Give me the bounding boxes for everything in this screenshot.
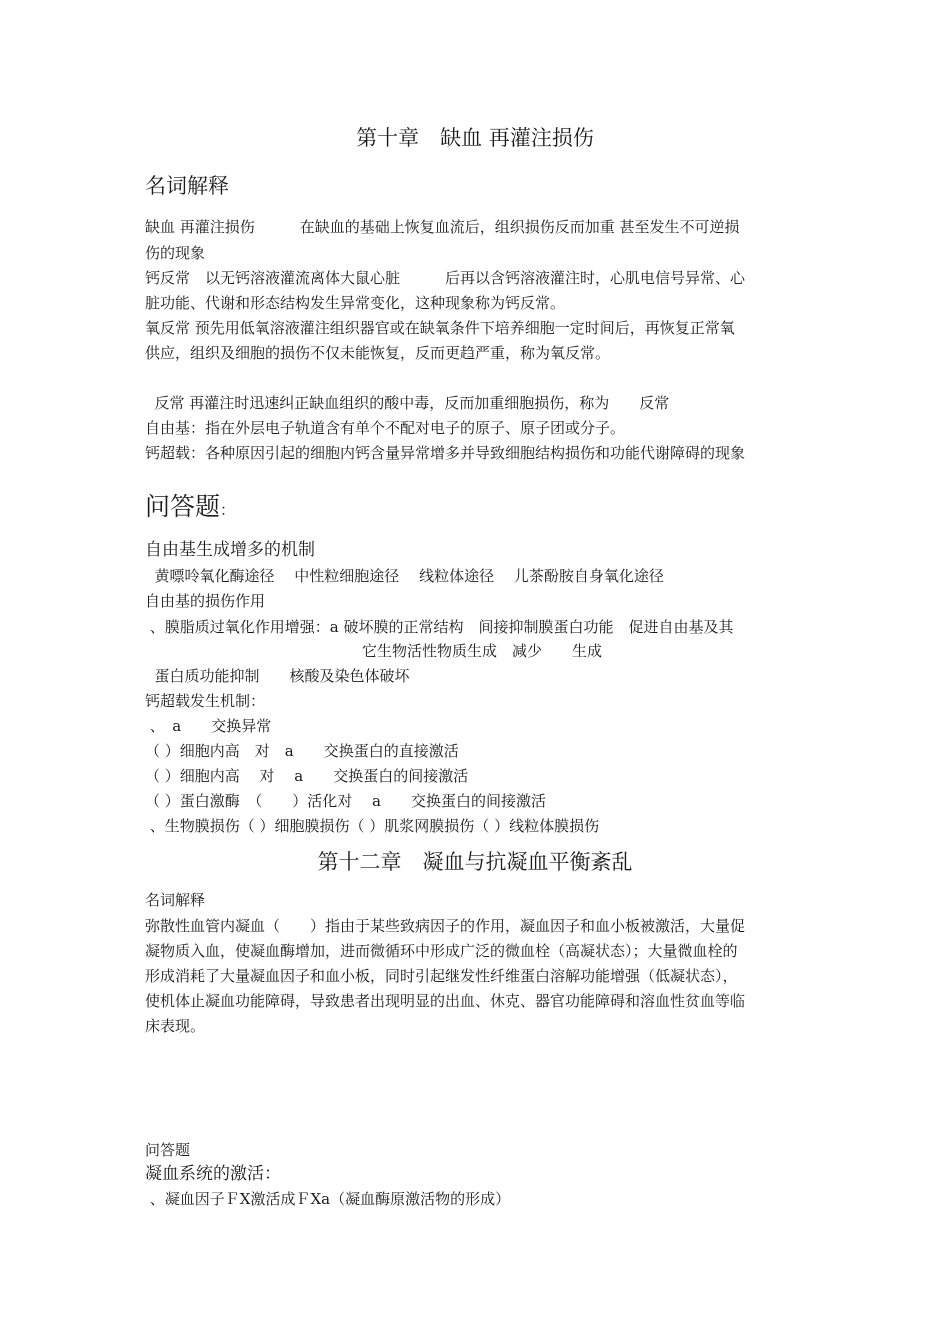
answer-line: 蛋白质功能抑制 核酸及染色体破坏 xyxy=(145,667,410,685)
question-title: 自由基生成增多的机制 xyxy=(145,540,315,560)
term-line: 脏功能、代谢和形态结构发生异常变化，这种现象称为钙反常。 xyxy=(145,294,566,312)
term-line: 缺血 再灌注损伤 在缺血的基础上恢复血流后，组织损伤反而加重 甚至发生不可逆损 xyxy=(145,218,740,236)
answer-line: 、膜脂质过氧化作用增强：a 破坏膜的正常结构 间接抑制膜蛋白功能 促进自由基及其 xyxy=(145,618,734,636)
term-line: 钙超载：各种原因引起的细胞内钙含量异常增多并导致细胞结构损伤和功能代谢障碍的现象 xyxy=(145,444,746,462)
term-line: 反常 再灌注时迅速纠正缺血组织的酸中毒，反而加重细胞损伤，称为 反常 xyxy=(145,394,670,412)
term-line: 形成消耗了大量凝血因子和血小板，同时引起继发性纤维蛋白溶解功能增强（低凝状态）， xyxy=(145,967,738,985)
question-title: 自由基的损伤作用 xyxy=(145,592,266,610)
chapter10-terms-heading: 名词解释 xyxy=(145,174,229,198)
chapter12-terms-heading: 名词解释 xyxy=(145,891,206,909)
qa-heading-text: 问答题 xyxy=(145,492,221,521)
term-line: 使机体止凝血功能障碍，导致患者出现明显的出血、休克、器官功能障碍和溶血性贫血等临 xyxy=(145,992,746,1010)
question-title: 凝血系统的激活： xyxy=(145,1164,281,1184)
chapter10-title: 第十章 缺血 再灌注损伤 xyxy=(356,126,594,150)
chapter10-qa-heading xyxy=(145,492,235,525)
term-line: 床表现。 xyxy=(145,1017,206,1035)
answer-line: 、 a 交换异常 xyxy=(145,717,272,735)
chapter12-qa-heading: 问答题 xyxy=(145,1141,191,1159)
term-line: 凝物质入血，使凝血酶增加，进而微循环中形成广泛的微血栓（高凝状态）；大量微血栓的 xyxy=(145,942,738,960)
term-line: 氧反常 预先用低氧溶液灌注组织器官或在缺氧条件下培养细胞一定时间后，再恢复正常氧 xyxy=(145,319,735,337)
term-line: 自由基：指在外层电子轨道含有单个不配对电子的原子、原子团或分子。 xyxy=(145,419,626,437)
chapter12-title: 第十二章 凝血与抗凝血平衡紊乱 xyxy=(317,850,633,874)
term-line: 供应，组织及细胞的损伤不仅未能恢复，反而更趋严重，称为氧反常。 xyxy=(145,344,611,362)
answer-line: 它生物活性物质生成 减少 生成 xyxy=(362,642,603,660)
answer-line: 、凝血因子ＦⅩ激活成ＦⅩa（凝血酶原激活物的形成） xyxy=(145,1190,511,1208)
answer-line: （ ）细胞内高 对 a 交换蛋白的间接激活 xyxy=(145,767,469,785)
answer-line: 黄嘌呤氧化酶途径 中性粒细胞途径 线粒体途径 儿茶酚胺自身氧化途径 xyxy=(145,567,664,585)
answer-line: （ ）蛋白激酶 （ ）活化对 a 交换蛋白的间接激活 xyxy=(145,792,546,810)
term-line: 弥散性血管内凝血（ ）指由于某些致病因子的作用，凝血因子和血小板被激活，大量促 xyxy=(145,917,746,935)
qa-heading-colon: ： xyxy=(220,501,236,519)
answer-line: （ ）细胞内高 对 a 交换蛋白的直接激活 xyxy=(145,742,459,760)
term-line: 钙反常 以无钙溶液灌流离体大鼠心脏 后再以含钙溶液灌注时，心肌电信号异常、心 xyxy=(145,269,746,287)
question-title: 钙超载发生机制： xyxy=(145,692,266,710)
term-line: 伤的现象 xyxy=(145,244,206,262)
answer-line: 、生物膜损伤（ ）细胞膜损伤（ ）肌浆网膜损伤（ ）线粒体膜损伤 xyxy=(145,817,600,835)
